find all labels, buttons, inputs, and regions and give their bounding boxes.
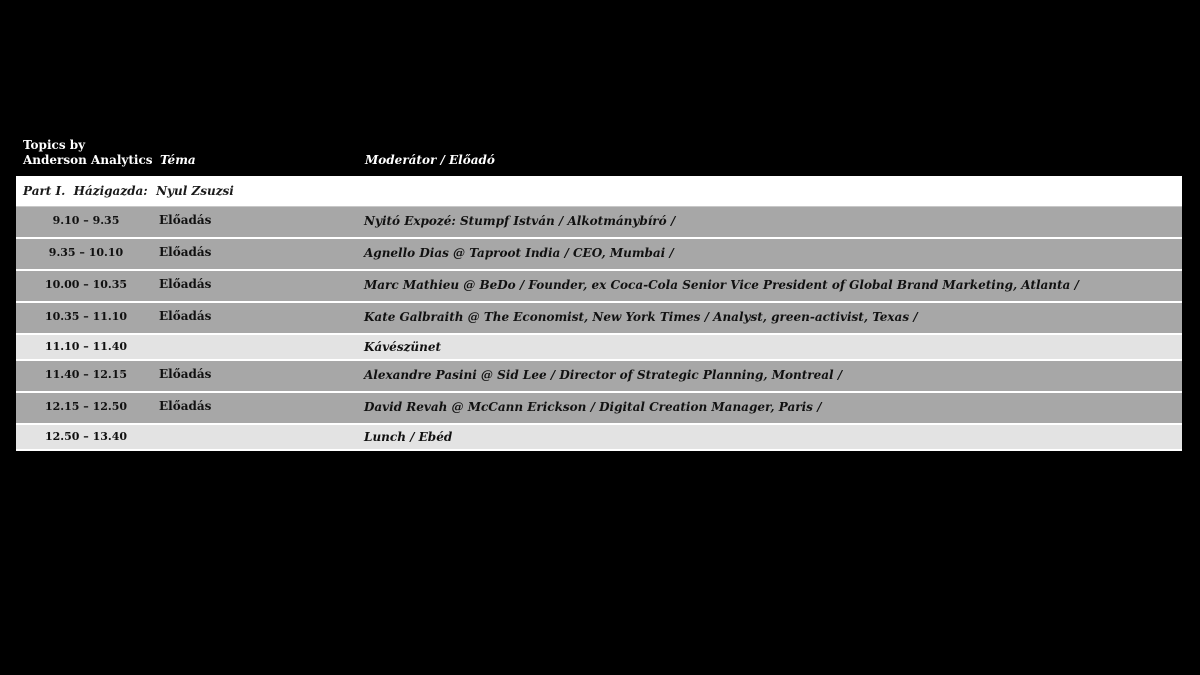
speaker-cell: Kávészünet — [364, 340, 442, 354]
part-heading — [16, 176, 1182, 207]
speaker-cell: Agnello Dias @ Taproot India / CEO, Mumbai / — [364, 246, 674, 260]
topic-cell: Előadás — [159, 213, 212, 227]
table-row — [16, 207, 1182, 239]
header-tema: Téma — [160, 153, 196, 167]
time-cell: 11.40 – 12.15 — [44, 368, 128, 381]
schedule-table — [16, 176, 1182, 451]
time-cell: 11.10 – 11.40 — [44, 340, 128, 353]
time-cell: 9.35 – 10.10 — [48, 246, 124, 259]
time-cell: 10.35 – 11.10 — [44, 310, 128, 323]
table-row — [16, 303, 1182, 335]
part-label: Part I. Házigazda: Nyul Zsuzsi — [23, 184, 234, 198]
time-cell: 12.50 – 13.40 — [44, 430, 128, 443]
table-row — [16, 239, 1182, 271]
topic-cell: Előadás — [159, 277, 212, 291]
topic-cell: Előadás — [159, 245, 212, 259]
speaker-cell: Kate Galbraith @ The Economist, New York Times / Analyst, green-activist, Texas / — [364, 310, 918, 324]
topic-cell: Előadás — [159, 367, 212, 381]
header-moderator: Moderátor / Előadó — [365, 153, 495, 167]
table-row — [16, 271, 1182, 303]
table-row-break — [16, 425, 1182, 451]
speaker-cell: Nyitó Expozé: Stumpf István / Alkotmánybíró / — [364, 214, 676, 228]
time-cell: 10.00 – 10.35 — [44, 278, 128, 291]
time-cell: 9.10 – 9.35 — [52, 214, 120, 227]
topic-cell: Előadás — [159, 309, 212, 323]
speaker-cell: David Revah @ McCann Erickson / Digital Creation Manager, Paris / — [364, 400, 822, 414]
table-row — [16, 361, 1182, 393]
header-topics-by: Topics by Anderson Analytics — [23, 138, 153, 167]
table-row — [16, 393, 1182, 425]
speaker-cell: Lunch / Ebéd — [364, 430, 453, 444]
speaker-cell: Alexandre Pasini @ Sid Lee / Director of Strategic Planning, Montreal / — [364, 368, 843, 382]
topic-cell: Előadás — [159, 399, 212, 413]
schedule-header — [0, 138, 1200, 174]
time-cell: 12.15 – 12.50 — [44, 400, 128, 413]
table-row-break — [16, 335, 1182, 361]
speaker-cell: Marc Mathieu @ BeDo / Founder, ex Coca-Cola Senior Vice President of Global Brand Marketing, Atlanta / — [364, 278, 1079, 292]
